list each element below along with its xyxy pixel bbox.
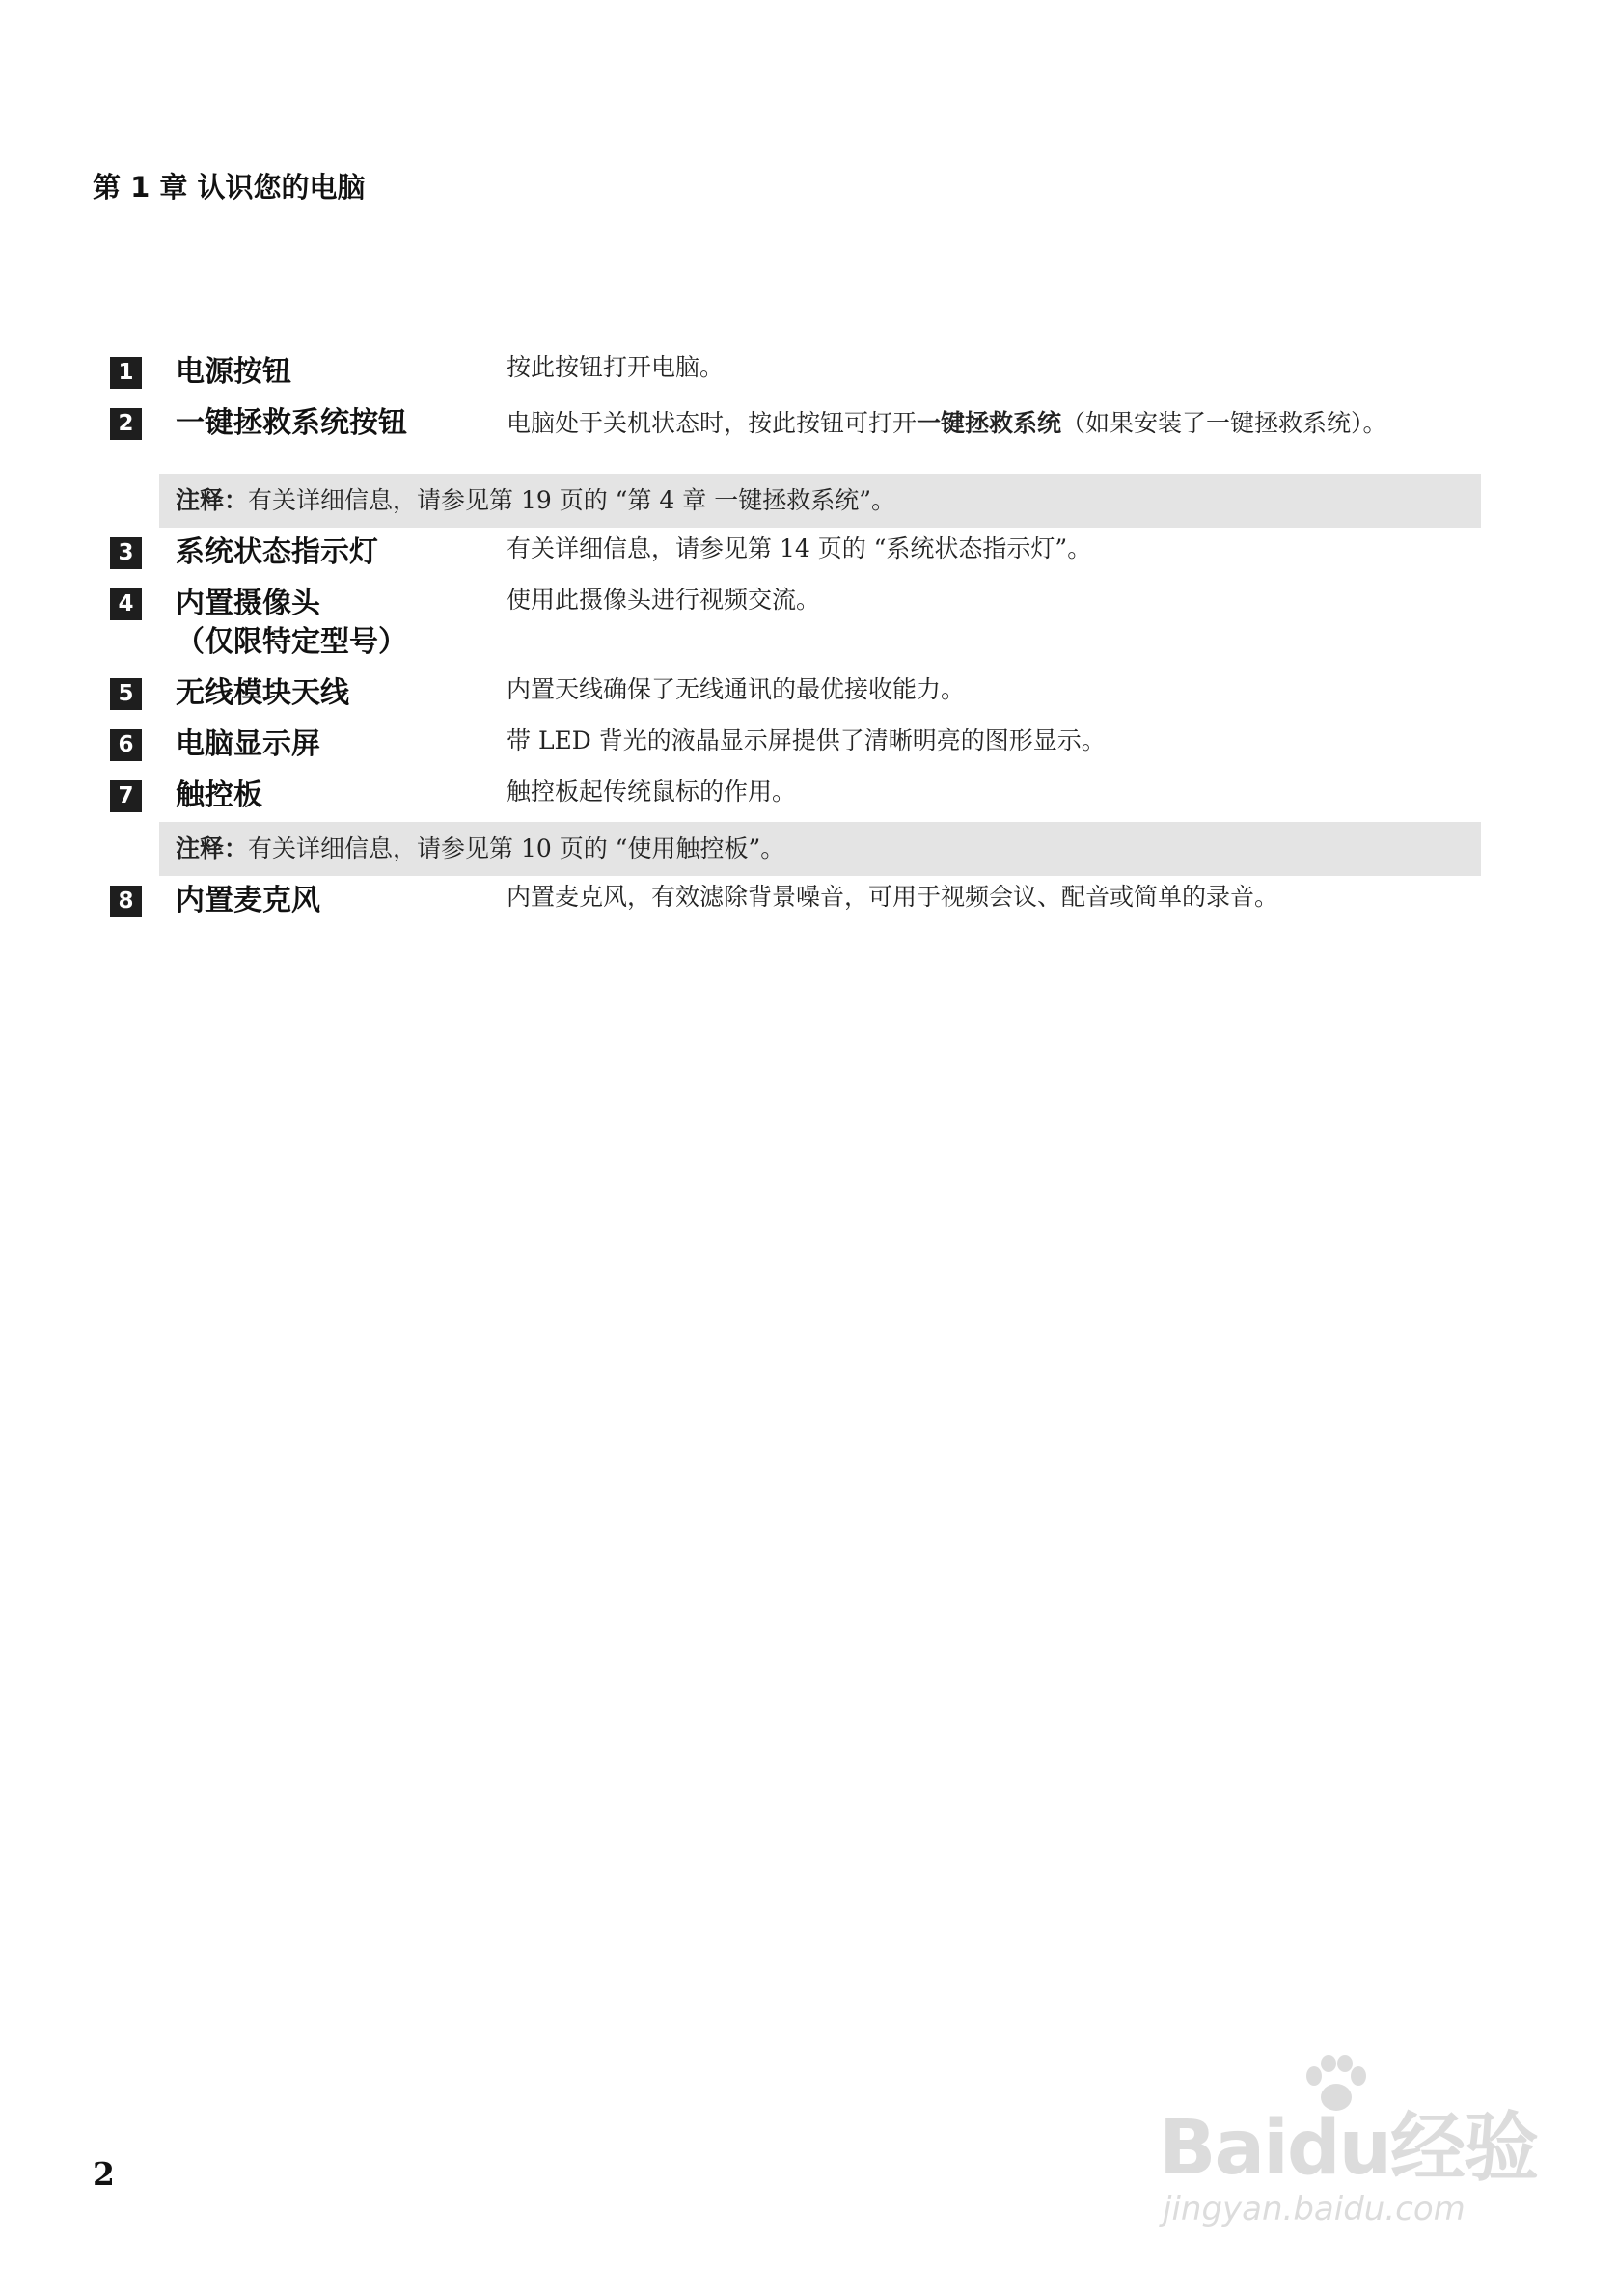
feature-table xyxy=(106,353,1481,935)
item-description: 带 LED 背光的液晶显示屏提供了清晰明亮的图形显示。 xyxy=(507,726,1106,754)
item-number-badge: 4 xyxy=(110,588,142,620)
feature-row xyxy=(106,884,1481,935)
item-description: 内置天线确保了无线通讯的最优接收能力。 xyxy=(507,675,966,703)
feature-row xyxy=(106,727,1481,779)
item-term: 电脑显示屏 xyxy=(176,727,320,761)
item-term: 触控板 xyxy=(176,779,262,812)
note-box xyxy=(159,822,1481,876)
feature-row xyxy=(106,535,1481,587)
item-number-badge: 1 xyxy=(110,357,142,389)
item-description: 内置麦克风，有效滤除背景噪音，可用于视频会议、配音或简单的录音。 xyxy=(507,883,1279,911)
item-term-qualifier: （仅限特定型号） xyxy=(176,625,407,659)
chapter-title: 第 1 章 认识您的电脑 xyxy=(93,171,366,204)
desc-text: （如果安装了一键拯救系统）。 xyxy=(1061,409,1387,437)
item-description: 触控板起传统鼠标的作用。 xyxy=(507,778,797,806)
feature-row xyxy=(106,353,1481,404)
desc-emphasis: 一键拯救系统 xyxy=(917,409,1062,437)
feature-row xyxy=(106,676,1481,727)
item-number-badge: 6 xyxy=(110,729,142,761)
note-label: 注释： xyxy=(176,834,249,862)
feature-row xyxy=(106,587,1481,676)
note-text: 有关详细信息，请参见第 19 页的 “第 4 章 一键拯救系统”。 xyxy=(248,486,895,514)
note-label: 注释： xyxy=(176,486,249,514)
feature-row xyxy=(106,779,1481,822)
item-number-badge: 5 xyxy=(110,678,142,710)
item-description xyxy=(507,410,1481,437)
item-term: 内置摄像头 xyxy=(176,587,320,620)
watermark-logo: Baidu经验 xyxy=(1159,2105,1538,2192)
page-number: 2 xyxy=(93,2155,115,2193)
note-text: 有关详细信息，请参见第 10 页的 “使用触控板”。 xyxy=(248,834,785,862)
baidu-watermark xyxy=(1153,2055,1558,2248)
item-term: 一键拯救系统按钮 xyxy=(176,406,407,440)
item-description: 有关详细信息，请参见第 14 页的 “系统状态指示灯”。 xyxy=(507,534,1092,562)
item-number-badge: 3 xyxy=(110,537,142,569)
note-box xyxy=(159,474,1481,528)
item-term: 无线模块天线 xyxy=(176,676,349,710)
item-number-badge: 7 xyxy=(110,780,142,812)
desc-text: 电脑处于关机状态时，按此按钮可打开 xyxy=(507,409,918,437)
feature-row xyxy=(106,404,1481,474)
item-number-badge: 2 xyxy=(110,408,142,440)
item-description: 按此按钮打开电脑。 xyxy=(507,353,725,381)
item-number-badge: 8 xyxy=(110,886,142,917)
item-term: 系统状态指示灯 xyxy=(176,535,378,569)
item-term: 内置麦克风 xyxy=(176,884,320,917)
item-term: 电源按钮 xyxy=(176,355,291,389)
item-description: 使用此摄像头进行视频交流。 xyxy=(507,586,821,614)
watermark-url: jingyan.baidu.com xyxy=(1163,2190,1466,2228)
